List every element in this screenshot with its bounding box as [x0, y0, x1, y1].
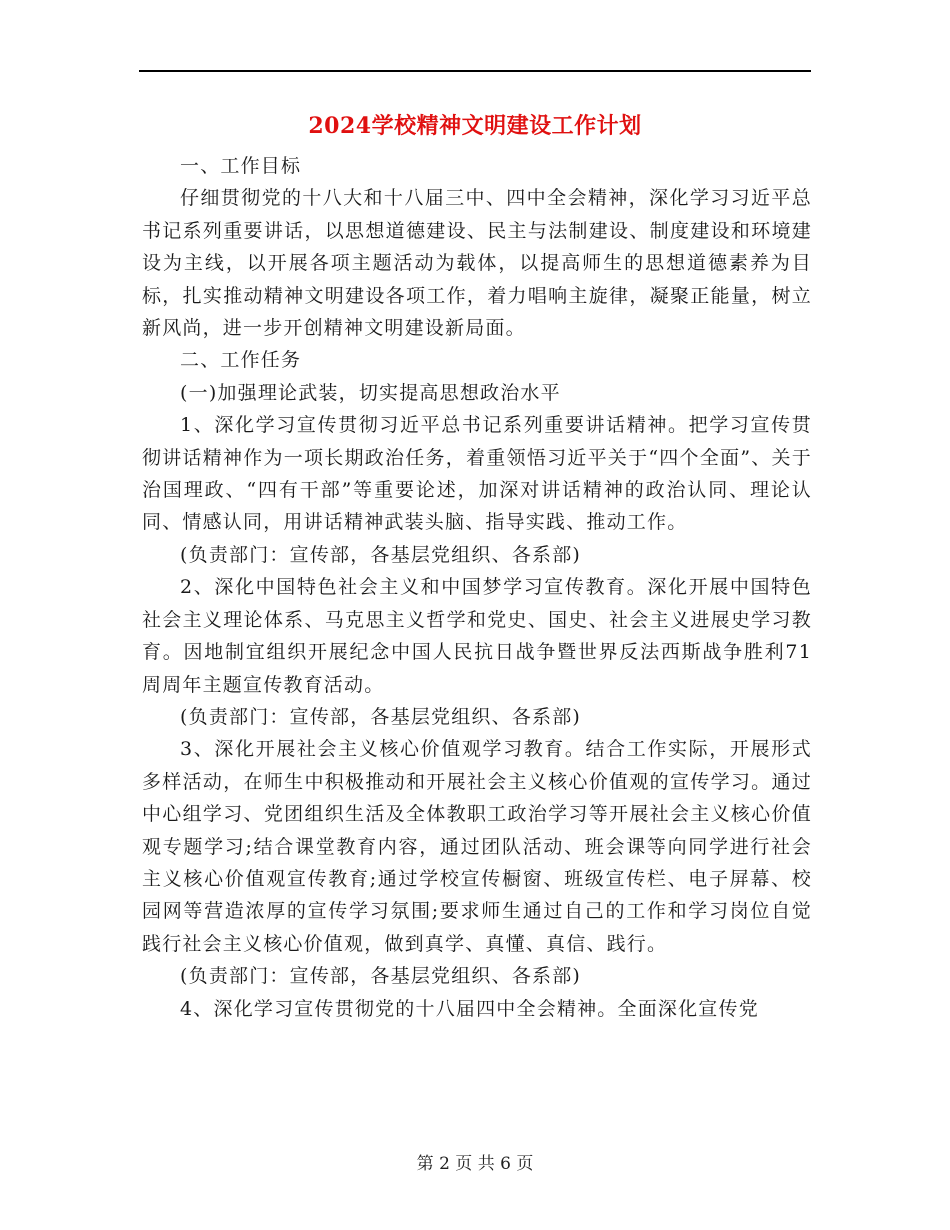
paragraph-task-2: 2、深化中国特色社会主义和中国梦学习宣传教育。深化开展中国特色社会主义理论体系、马克思主义哲学和党史、国史、社会主义进展史学习教育。因地制宜组织开展纪念中国人民抗日战争暨世界反法西斯战争胜利71周周年主题宣传教育活动。 — [142, 576, 812, 696]
header-rule — [139, 70, 811, 72]
subsection-heading-theory: (一)加强理论武装，切实提高思想政治水平 — [180, 381, 561, 404]
page-number: 第 2 页 共 6 页 — [416, 1154, 534, 1174]
paragraph-goals: 仔细贯彻党的十八大和十八届三中、四中全会精神，深化学习习近平总书记系列重要讲话，以思想道德建设、民主与法制建设、制度建设和环境建设为主线，以开展各项主题活动为载体，以提高师生的思想道德素养为目标，扎实推动精神文明建设各项工作，着力唱响主旋律，凝聚正能量，树立新风尚，进一步开创精神文明建设新局面。 — [142, 187, 812, 340]
paragraph-task-4: 4、深化学习宣传贯彻党的十八届四中全会精神。全面深化宣传党 — [180, 997, 759, 1020]
paragraph-task-1: 1、深化学习宣传贯彻习近平总书记系列重要讲话精神。把学习宣传贯彻讲话精神作为一项长期政治任务，着重领悟习近平关于“四个全面”、关于治国理政、“四有干部”等重要论述，加深对讲话精神的政治认同、理论认同、情感认同，用讲话精神武装头脑、指导实践、推动工作。 — [142, 414, 812, 534]
section-heading-goals: 一、工作目标 — [180, 155, 302, 177]
paragraph-task-3: 3、深化开展社会主义核心价值观学习教育。结合工作实际，开展形式多样活动，在师生中积极推动和开展社会主义核心价值观的宣传学习。通过中心组学习、党团组织生活及全体教职工政治学习等开展社会主义核心价值观专题学习;结合课堂教育内容，通过团队活动、班会课等向同学进行社会主义核心价值观宣传教育;通过学校宣传橱窗、班级宣传栏、电子屏幕、校园网等营造浓厚的宣传学习氛围;要求师生通过自己的工作和学习岗位自觉践行社会主义核心价值观，做到真学、真懂、真信、践行。 — [142, 738, 812, 955]
responsible-dept-1: (负责部门：宣传部，各基层党组织、各系部) — [180, 543, 582, 566]
responsible-dept-3: (负责部门：宣传部，各基层党组织、各系部) — [180, 965, 582, 988]
document-body — [142, 150, 812, 1025]
section-heading-tasks: 二、工作任务 — [180, 349, 302, 372]
responsible-dept-2: (负责部门：宣传部，各基层党组织、各系部) — [180, 705, 582, 728]
document-title: 2024学校精神文明建设工作计划 — [308, 113, 642, 139]
